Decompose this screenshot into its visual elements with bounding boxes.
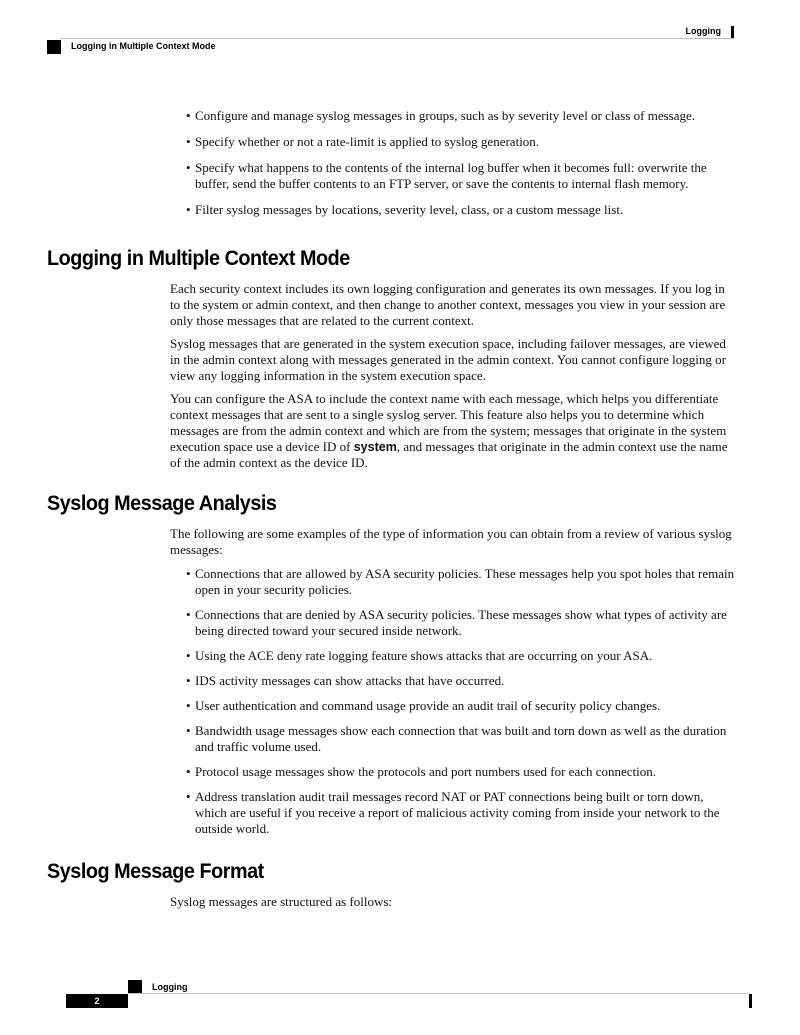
list-item: • Address translation audit trail messages record NAT or PAT connections being built or torn down, which are useful if you receive a report of malicious activity coming from inside your network to the outside world. [0, 789, 800, 837]
running-header-section: Logging in Multiple Context Mode [71, 41, 216, 51]
paragraph-device-id [170, 391, 736, 471]
paragraph: Syslog messages that are generated in the system execution space, including failover messages, are viewed in the admin context along with messages generated in the admin context. You cannot configure logging or view any logging information in the system execution space. [170, 336, 726, 383]
running-footer-title: Logging [152, 982, 188, 992]
intro-bullet-list [0, 108, 800, 218]
footer-rule [128, 993, 748, 994]
running-header-chapter: Logging [685, 26, 721, 36]
list-item: • Specify what happens to the contents of the internal log buffer when it becomes full: overwrite the buffer, send the buffer contents to an FTP server, or save the contents to internal flash memory. [0, 160, 800, 192]
section-heading-multiple-context: Logging in Multiple Context Mode [47, 246, 350, 270]
inline-code-system: system [353, 440, 397, 454]
section-heading-format: Syslog Message Format [47, 859, 264, 883]
list-item: • Using the ACE deny rate logging feature shows attacks that are occurring on your ASA. [0, 648, 800, 664]
page-number: 2 [66, 994, 128, 1008]
list-item: • User authentication and command usage provide an audit trail of security policy changes. [0, 698, 800, 714]
header-marker [47, 40, 61, 54]
paragraph-text: You can configure the ASA to include the context name with each message, which helps you differentiate context messages that are sent to a single syslog server. This feature also helps you to determine which messages are from the admin context and which are from the system; messages that originate in the system execution space use a device ID of [170, 391, 727, 454]
list-item: • Connections that are allowed by ASA security policies. These messages help you spot holes that remain open in your security policies. [0, 566, 800, 598]
paragraph: The following are some examples of the type of information you can obtain from a review of various syslog messages: [170, 526, 732, 557]
list-item: • Connections that are denied by ASA security policies. These messages show what types of activity are being directed toward your secured inside network. [0, 607, 800, 639]
footer-bar [749, 994, 752, 1008]
list-item: • Bandwidth usage messages show each connection that was built and torn down as well as the duration and traffic volume used. [0, 723, 800, 755]
list-item: • Configure and manage syslog messages in groups, such as by severity level or class of message. [0, 108, 800, 124]
list-item: • Protocol usage messages show the protocols and port numbers used for each connection. [0, 764, 800, 780]
footer-marker [128, 980, 142, 994]
list-item: • Specify whether or not a rate-limit is applied to syslog generation. [0, 134, 800, 150]
page-content [0, 108, 800, 917]
list-item: • Filter syslog messages by locations, severity level, class, or a custom message list. [0, 202, 800, 218]
analysis-bullet-list [0, 566, 800, 837]
section-heading-analysis: Syslog Message Analysis [47, 491, 277, 515]
paragraph: Each security context includes its own logging configuration and generates its own messages. If you log in to the system or admin context, and then change to another context, messages you view in your session are only those messages that are related to the current context. [170, 281, 726, 328]
paragraph-text: , and messages that originate in the admin context use the name of the admin context as the device ID. [170, 439, 728, 470]
header-rule [60, 38, 734, 39]
paragraph: Syslog messages are structured as follows: [170, 894, 393, 909]
list-item: • IDS activity messages can show attacks that have occurred. [0, 673, 800, 689]
